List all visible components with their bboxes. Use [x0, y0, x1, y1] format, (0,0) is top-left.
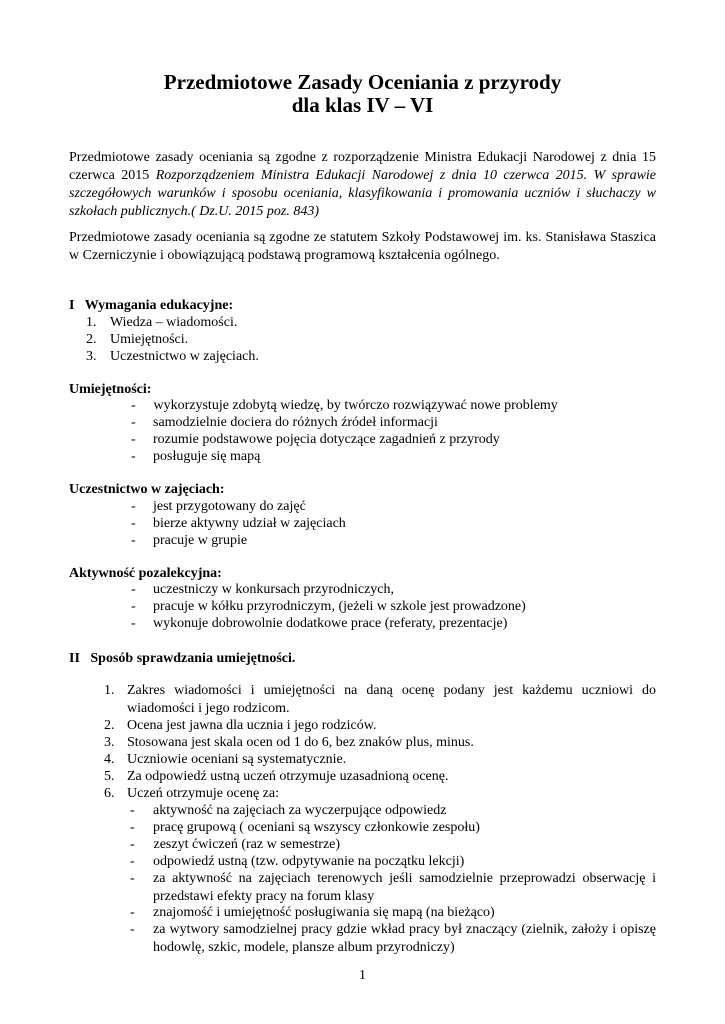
list-item: zeszyt ćwiczeń (raz w semestrze): [150, 837, 341, 852]
list-item: pracuje w kółku przyrodniczym, (jeżeli w szkole jest prowadzone): [153, 599, 526, 614]
list-item: Wiedza – wiadomości.: [110, 315, 238, 330]
list-item: Umiejętności.: [110, 332, 189, 347]
list-item: za wytwory samodzielnej pracy gdzie wkład pracy był znaczący (zielnik, założy i opiszę hodowlę, szkic, modele, plansze album przyrodniczy): [153, 922, 656, 955]
dash-bullet: -: [130, 871, 135, 886]
title-line-1: Przedmiotowe Zasady Oceniania z przyrody: [163, 70, 562, 94]
list-item: aktywność na zajęciach za wyczerpujące odpowiedz: [153, 803, 447, 818]
list-item: Stosowana jest skala ocen od 1 do 6, bez znaków plus, minus.: [127, 735, 474, 750]
dash-bullet: -: [131, 516, 136, 531]
title-line-2: dla klas IV – VI: [291, 93, 434, 117]
dash-bullet: -: [130, 803, 135, 818]
intro-italic-text: Rozporządzeniem Ministra Edukacji Narodowej z dnia 10 czerwca 2015. W sprawie szczegółowych warunków i sposobu oceniania, klasyfikowania i promowania uczniów i słuchaczy w szkołach publicznych.( Dz.U. 2015 poz. 843): [69, 168, 657, 219]
list-item: Zakres wiadomości i umiejętności na daną ocenę podany jest każdemu uczniowi do wiadomości i jego rodzicom.: [127, 683, 656, 716]
intro-paragraph-1: [69, 149, 656, 221]
dash-bullet: -: [131, 599, 136, 614]
list-number: 3.: [104, 735, 115, 750]
intro-paragraph-2: Przedmiotowe zasady oceniania są zgodne ze statutem Szkoły Podstawowej im. ks. Stanisława Staszica w Czerniczynie i obowiązującą podstawą programową kształcenia ogólnego.: [69, 230, 656, 263]
aktywnosc-heading: Aktywność pozalekcyjna:: [69, 566, 222, 581]
list-item: za aktywność na zajęciach terenowych jeśli samodzielnie przeprowadzi obserwację i przedstawi efekty pracy na forum klasy: [153, 871, 656, 904]
section-2-heading: II Sposób sprawdzania umiejętności.: [69, 651, 296, 666]
list-item: Uczestnictwo w zajęciach.: [110, 349, 259, 364]
list-number: 2.: [104, 718, 115, 733]
dash-bullet: -: [131, 533, 136, 548]
list-item: odpowiedź ustną (tzw. odpytywanie na początku lekcji): [153, 854, 465, 869]
list-item: znajomość i umiejętność posługiwania się mapą (na bieżąco): [153, 905, 495, 920]
list-number: 5.: [104, 769, 115, 784]
list-item: pracuje w grupie: [153, 533, 248, 548]
list-item: Uczniowie oceniani są systematycznie.: [127, 752, 347, 767]
list-item: uczestniczy w konkursach przyrodniczych,: [153, 582, 395, 597]
dash-bullet: -: [131, 398, 136, 413]
list-number: 1.: [104, 683, 115, 698]
dash-bullet: -: [130, 837, 135, 852]
dash-bullet: -: [130, 820, 135, 835]
list-item: wykonuje dobrowolnie dodatkowe prace (referaty, prezentacje): [153, 616, 508, 631]
dash-bullet: -: [130, 905, 135, 920]
list-item: wykorzystuje zdobytą wiedzę, by twórczo rozwiązywać nowe problemy: [150, 398, 558, 413]
dash-bullet: -: [130, 854, 135, 869]
list-item: pracę grupową ( oceniani są wszyscy członkowie zespołu): [153, 820, 480, 835]
dash-bullet: -: [131, 616, 136, 631]
list-item: samodzielnie dociera do różnych źródeł informacji: [153, 415, 438, 430]
dash-bullet: -: [131, 415, 136, 430]
list-number: 6.: [104, 786, 115, 801]
dash-bullet: -: [131, 582, 136, 597]
uczestnictwo-heading: Uczestnictwo w zajęciach:: [69, 482, 225, 497]
dash-bullet: -: [131, 449, 136, 464]
list-item: posługuje się mapą: [153, 449, 261, 464]
dash-bullet: -: [131, 432, 136, 447]
umiejetnosci-heading: Umiejętności:: [69, 382, 152, 397]
section-1-heading: I Wymagania edukacyjne:: [69, 298, 234, 313]
list-item: Uczeń otrzymuje ocenę za:: [127, 786, 279, 801]
list-item: rozumie podstawowe pojęcia dotyczące zagadnień z przyrody: [153, 432, 500, 447]
list-number: 2.: [86, 332, 97, 347]
dash-bullet: -: [130, 922, 135, 937]
intro-plain-text: Przedmiotowe zasady oceniania są zgodne z rozporządzenie Ministra Edukacji Narodowej z dnia 15 czerwca 2015: [69, 150, 656, 183]
list-item: bierze aktywny udział w zajęciach: [153, 516, 346, 531]
list-number: 1.: [86, 315, 97, 330]
list-item: jest przygotowany do zajęć: [153, 499, 306, 514]
list-item: Ocena jest jawna dla ucznia i jego rodziców.: [127, 718, 377, 733]
list-number: 3.: [86, 349, 97, 364]
dash-bullet: -: [131, 499, 136, 514]
page-number: 1: [359, 968, 366, 983]
list-item: Za odpowiedź ustną uczeń otrzymuje uzasadnioną ocenę.: [127, 769, 449, 784]
list-number: 4.: [104, 752, 115, 767]
